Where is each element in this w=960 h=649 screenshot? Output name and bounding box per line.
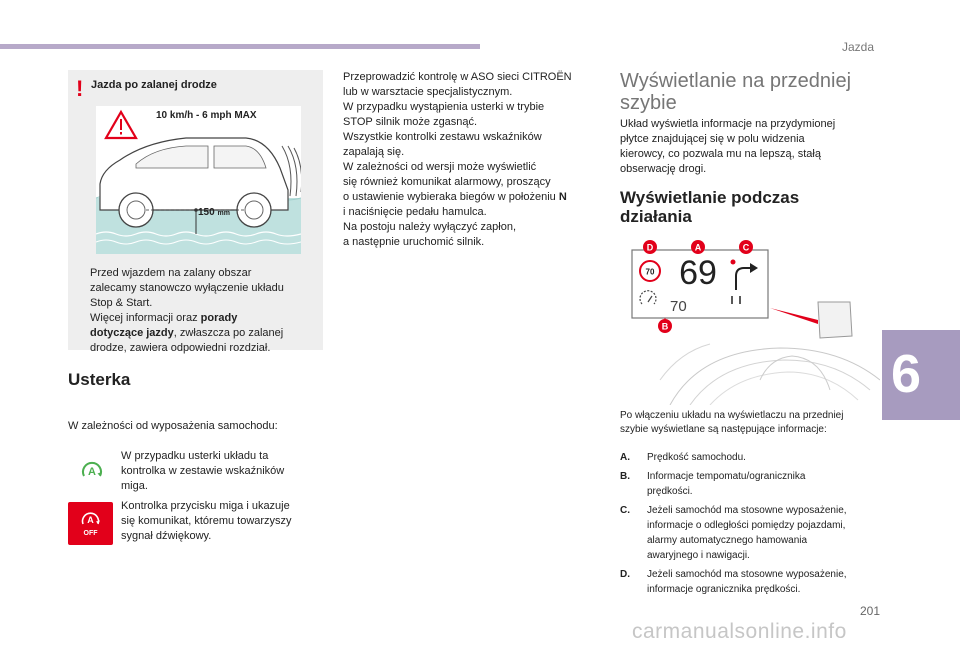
hud-illustration [620, 240, 880, 405]
list-item: C. Jeżeli samochód ma stosowne wyposażenie, informacje o odległości pomiędzy pojazdami, alarmy automatycznego hamowania awaryjnego i nawigacji. [620, 505, 847, 561]
callout-b: B [661, 321, 669, 332]
car-in-water-drawing [96, 106, 301, 254]
list-item: B. Informacje tempomatu/ogranicznika prędkości. [620, 471, 806, 497]
head-up-display-drawing [620, 240, 880, 405]
chapter-number: 6 [890, 344, 922, 404]
usterka-intro: W zależności od wyposażenia samochodu: [68, 420, 278, 432]
start-stop-warning-icon [80, 458, 104, 482]
usterka-item-indicator: W przypadku usterki układu ta kontrolka w zestawie wskaźników miga. [121, 450, 285, 492]
hud-info-intro: Po włączeniu układu na wyświetlaczu na przedniej szybie wyświetlane są następujące informacje: [620, 410, 844, 435]
speed-limit-label: 10 km/h - 6 mph MAX [156, 110, 257, 121]
warning-box [68, 70, 323, 354]
watermark-text: carmanualsonline.info [632, 620, 847, 643]
header-bar [0, 44, 480, 49]
hud-intro: Układ wyświetla informacje na przydymionej płytce znajdującej się w polu widzenia kierowcy, co pozwala mu na lepszą, stałą obserwację drogi. [620, 118, 836, 175]
cruise-setpoint: 70 [670, 298, 687, 315]
section-heading-usterka: Usterka [68, 370, 131, 389]
usterka-item-button: Kontrolka przycisku miga i ukazuje się komunikat, któremu towarzyszy sygnał dźwiękowy. [121, 500, 292, 542]
list-item: D. Jeżeli samochód ma stosowne wyposażenie, informacje ogranicznika prędkości. [620, 569, 847, 595]
middle-column-text: Przeprowadzić kontrolę w ASO sieci CITROËN lub w warsztacie specjalistycznym. W przypadku wystąpienia usterki w trybie STOP silnik może zgasnąć. Wszystkie kontrolki zestawu wskaźników zapalają się. W zależności od wersji może wyświetlić się również komunikat alarmowy, proszący o ustawienie wybieraka biegów w położeniu N i naciśnięcie pedału hamulca. Na postoju należy wyłączyć zapłon, a następnie uruchomić silnik. [343, 71, 572, 248]
chapter-tab [882, 330, 960, 420]
section-title: Jazda [841, 40, 874, 54]
off-label: OFF [83, 530, 98, 537]
page-number: 201 [860, 604, 881, 618]
svg-text:A: A [87, 515, 94, 525]
speed-limit-sign-value: 70 [645, 267, 655, 277]
start-stop-off-button-icon [68, 502, 113, 545]
warning-title: Jazda po zalanej drodze [91, 79, 217, 91]
list-item: A. Prędkość samochodu. [620, 452, 746, 463]
callout-c: C [742, 242, 750, 253]
callout-d: D [646, 242, 654, 253]
heading-head-up-display: Wyświetlanie na przedniej szybie [620, 70, 852, 114]
warning-body: Przed wjazdem na zalany obszar zalecamy stanowczo wyłączenie układu Stop & Start. Więcej informacji oraz porady dotyczące jazdy, zwłaszcza po zalanej drodze, zawiera odpowiedni rozdział. [90, 267, 284, 354]
hud-info-list [620, 450, 882, 601]
water-depth-label: 150 mm [198, 207, 230, 218]
heading-display-operation: Wyświetlanie podczas działania [620, 188, 800, 226]
callout-a: A [694, 242, 702, 253]
flooded-road-illustration [96, 106, 301, 254]
exclamation-icon: ! [76, 76, 84, 101]
vehicle-speed: 69 [679, 254, 717, 292]
svg-text:A: A [88, 466, 96, 478]
